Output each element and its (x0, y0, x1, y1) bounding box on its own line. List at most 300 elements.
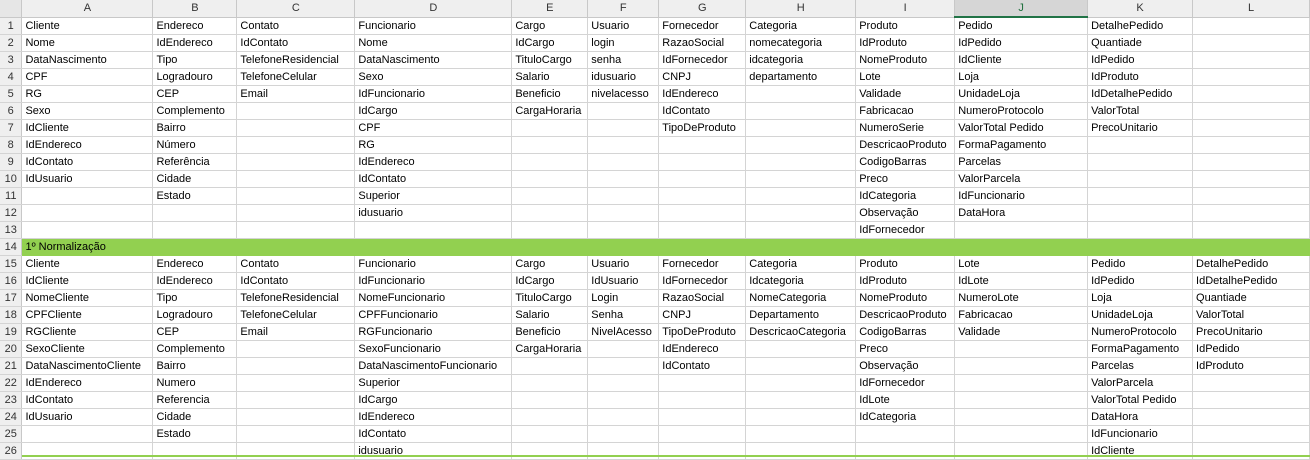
cell-e11[interactable] (512, 188, 588, 205)
cell-d5[interactable] (355, 86, 512, 103)
row-header[interactable]: 19 (0, 324, 22, 341)
cell-c4[interactable] (237, 69, 355, 86)
row-header[interactable]: 1 (0, 17, 22, 35)
cell-i9[interactable] (856, 154, 955, 171)
cell-c16[interactable] (237, 273, 355, 290)
cell-e9[interactable] (512, 154, 588, 171)
cell-b13[interactable] (153, 222, 237, 239)
cell-i5[interactable] (856, 86, 955, 103)
cell-f3[interactable] (588, 52, 659, 69)
cell-g6[interactable] (659, 103, 746, 120)
cell-l14[interactable] (1193, 239, 1310, 256)
cell-l3[interactable] (1193, 52, 1310, 69)
cell-i19[interactable] (856, 324, 955, 341)
cell-k24[interactable] (1088, 409, 1193, 426)
column-header-l[interactable]: L (1193, 0, 1310, 17)
cell-f25[interactable] (588, 426, 659, 443)
cell-d19[interactable] (355, 324, 512, 341)
cell-g15[interactable] (659, 256, 746, 273)
column-header-c[interactable]: C (237, 0, 355, 17)
cell-e1[interactable] (512, 17, 588, 35)
cell-j13[interactable] (955, 222, 1088, 239)
cell-c21[interactable] (237, 358, 355, 375)
row-header[interactable]: 6 (0, 103, 22, 120)
cell-i12[interactable] (856, 205, 955, 222)
cell-l15[interactable] (1193, 256, 1310, 273)
cell-a18[interactable] (22, 307, 153, 324)
cell-f2[interactable] (588, 35, 659, 52)
cell-h11[interactable] (746, 188, 856, 205)
cell-h8[interactable] (746, 137, 856, 154)
cell-j25[interactable] (955, 426, 1088, 443)
row-header[interactable]: 7 (0, 120, 22, 137)
cell-j5[interactable] (955, 86, 1088, 103)
cell-c8[interactable] (237, 137, 355, 154)
cell-j11[interactable] (955, 188, 1088, 205)
cell-b20[interactable] (153, 341, 237, 358)
cell-c11[interactable] (237, 188, 355, 205)
cell-c9[interactable] (237, 154, 355, 171)
cell-g23[interactable] (659, 392, 746, 409)
cell-c1[interactable] (237, 17, 355, 35)
cell-d20[interactable] (355, 341, 512, 358)
cell-l2[interactable] (1193, 35, 1310, 52)
cell-j23[interactable] (955, 392, 1088, 409)
cell-f9[interactable] (588, 154, 659, 171)
cell-c24[interactable] (237, 409, 355, 426)
cell-c13[interactable] (237, 222, 355, 239)
column-header-g[interactable]: G (659, 0, 746, 17)
cell-d18[interactable] (355, 307, 512, 324)
cell-b2[interactable] (153, 35, 237, 52)
row-header[interactable]: 25 (0, 426, 22, 443)
cell-e16[interactable] (512, 273, 588, 290)
row-header[interactable]: 20 (0, 341, 22, 358)
cell-a13[interactable] (22, 222, 153, 239)
cell-j17[interactable] (955, 290, 1088, 307)
cell-e13[interactable] (512, 222, 588, 239)
cell-i2[interactable] (856, 35, 955, 52)
cell-g24[interactable] (659, 409, 746, 426)
cell-h16[interactable] (746, 273, 856, 290)
cell-g25[interactable] (659, 426, 746, 443)
cell-g7[interactable] (659, 120, 746, 137)
column-header-h[interactable]: H (746, 0, 856, 17)
column-header-i[interactable]: I (856, 0, 955, 17)
cell-k5[interactable] (1088, 86, 1193, 103)
cell-h25[interactable] (746, 426, 856, 443)
cell-k17[interactable] (1088, 290, 1193, 307)
cell-f12[interactable] (588, 205, 659, 222)
cell-l6[interactable] (1193, 103, 1310, 120)
row-header[interactable]: 16 (0, 273, 22, 290)
cell-j19[interactable] (955, 324, 1088, 341)
cell-g5[interactable] (659, 86, 746, 103)
cell-k18[interactable] (1088, 307, 1193, 324)
cell-e25[interactable] (512, 426, 588, 443)
cell-a4[interactable] (22, 69, 153, 86)
cell-l8[interactable] (1193, 137, 1310, 154)
cell-a12[interactable] (22, 205, 153, 222)
cell-l24[interactable] (1193, 409, 1310, 426)
cell-b9[interactable] (153, 154, 237, 171)
cell-e19[interactable] (512, 324, 588, 341)
cell-j1[interactable] (955, 17, 1088, 35)
cell-c6[interactable] (237, 103, 355, 120)
cell-i16[interactable] (856, 273, 955, 290)
cell-b21[interactable] (153, 358, 237, 375)
cell-j7[interactable] (955, 120, 1088, 137)
cell-g4[interactable] (659, 69, 746, 86)
cell-a22[interactable] (22, 375, 153, 392)
cell-f10[interactable] (588, 171, 659, 188)
cell-g22[interactable] (659, 375, 746, 392)
cell-d9[interactable] (355, 154, 512, 171)
cell-a6[interactable] (22, 103, 153, 120)
cell-c20[interactable] (237, 341, 355, 358)
cell-l13[interactable] (1193, 222, 1310, 239)
cell-d16[interactable] (355, 273, 512, 290)
cell-k15[interactable] (1088, 256, 1193, 273)
cell-c7[interactable] (237, 120, 355, 137)
cell-i23[interactable] (856, 392, 955, 409)
cell-h13[interactable] (746, 222, 856, 239)
cell-b7[interactable] (153, 120, 237, 137)
cell-d25[interactable] (355, 426, 512, 443)
cell-h15[interactable] (746, 256, 856, 273)
column-header-e[interactable]: E (512, 0, 588, 17)
cell-h4[interactable] (746, 69, 856, 86)
cell-c18[interactable] (237, 307, 355, 324)
cell-g13[interactable] (659, 222, 746, 239)
cell-f5[interactable] (588, 86, 659, 103)
cell-i7[interactable] (856, 120, 955, 137)
cell-j22[interactable] (955, 375, 1088, 392)
cell-c3[interactable] (237, 52, 355, 69)
cell-l7[interactable] (1193, 120, 1310, 137)
cell-b25[interactable] (153, 426, 237, 443)
cell-e18[interactable] (512, 307, 588, 324)
cell-b14[interactable] (153, 239, 237, 256)
cell-l1[interactable] (1193, 17, 1310, 35)
cell-a20[interactable] (22, 341, 153, 358)
row-header[interactable]: 8 (0, 137, 22, 154)
cell-h14[interactable] (746, 239, 856, 256)
cell-b6[interactable] (153, 103, 237, 120)
cell-i20[interactable] (856, 341, 955, 358)
cell-l18[interactable] (1193, 307, 1310, 324)
cell-h9[interactable] (746, 154, 856, 171)
cell-k20[interactable] (1088, 341, 1193, 358)
cell-d17[interactable] (355, 290, 512, 307)
cell-b3[interactable] (153, 52, 237, 69)
cell-i21[interactable] (856, 358, 955, 375)
cell-a3[interactable] (22, 52, 153, 69)
cell-c22[interactable] (237, 375, 355, 392)
cell-b11[interactable] (153, 188, 237, 205)
cell-b15[interactable] (153, 256, 237, 273)
cell-k7[interactable] (1088, 120, 1193, 137)
row-header[interactable]: 4 (0, 69, 22, 86)
cell-k23[interactable] (1088, 392, 1193, 409)
cell-c17[interactable] (237, 290, 355, 307)
cell-f23[interactable] (588, 392, 659, 409)
cell-b24[interactable] (153, 409, 237, 426)
cell-j15[interactable] (955, 256, 1088, 273)
cell-h10[interactable] (746, 171, 856, 188)
cell-g2[interactable] (659, 35, 746, 52)
cell-k16[interactable] (1088, 273, 1193, 290)
cell-i22[interactable] (856, 375, 955, 392)
cell-j16[interactable] (955, 273, 1088, 290)
row-header[interactable]: 12 (0, 205, 22, 222)
cell-h21[interactable] (746, 358, 856, 375)
cell-e4[interactable] (512, 69, 588, 86)
cell-h12[interactable] (746, 205, 856, 222)
cell-h5[interactable] (746, 86, 856, 103)
cell-i4[interactable] (856, 69, 955, 86)
row-header[interactable]: 23 (0, 392, 22, 409)
cell-c15[interactable] (237, 256, 355, 273)
column-header-f[interactable]: F (588, 0, 659, 17)
cell-k4[interactable] (1088, 69, 1193, 86)
cell-j24[interactable] (955, 409, 1088, 426)
cell-g16[interactable] (659, 273, 746, 290)
cell-l5[interactable] (1193, 86, 1310, 103)
cell-k12[interactable] (1088, 205, 1193, 222)
column-header-j[interactable]: J (955, 0, 1088, 17)
cell-g11[interactable] (659, 188, 746, 205)
cell-l17[interactable] (1193, 290, 1310, 307)
cell-f20[interactable] (588, 341, 659, 358)
cell-l11[interactable] (1193, 188, 1310, 205)
cell-d15[interactable] (355, 256, 512, 273)
cell-l25[interactable] (1193, 426, 1310, 443)
cell-k3[interactable] (1088, 52, 1193, 69)
cell-j9[interactable] (955, 154, 1088, 171)
cell-h2[interactable] (746, 35, 856, 52)
cell-e12[interactable] (512, 205, 588, 222)
cell-e3[interactable] (512, 52, 588, 69)
cell-k8[interactable] (1088, 137, 1193, 154)
cell-f24[interactable] (588, 409, 659, 426)
row-header[interactable]: 21 (0, 358, 22, 375)
cell-f11[interactable] (588, 188, 659, 205)
cell-h6[interactable] (746, 103, 856, 120)
cell-a16[interactable] (22, 273, 153, 290)
cell-d3[interactable] (355, 52, 512, 69)
cell-c2[interactable] (237, 35, 355, 52)
cell-a15[interactable] (22, 256, 153, 273)
cell-e24[interactable] (512, 409, 588, 426)
cell-e15[interactable] (512, 256, 588, 273)
cell-a21[interactable] (22, 358, 153, 375)
cell-f22[interactable] (588, 375, 659, 392)
cell-l19[interactable] (1193, 324, 1310, 341)
cell-g9[interactable] (659, 154, 746, 171)
cell-c23[interactable] (237, 392, 355, 409)
cell-i24[interactable] (856, 409, 955, 426)
cell-d14[interactable] (355, 239, 512, 256)
cell-k9[interactable] (1088, 154, 1193, 171)
cell-b19[interactable] (153, 324, 237, 341)
cell-e2[interactable] (512, 35, 588, 52)
cell-h20[interactable] (746, 341, 856, 358)
cell-i6[interactable] (856, 103, 955, 120)
cell-f8[interactable] (588, 137, 659, 154)
cell-k22[interactable] (1088, 375, 1193, 392)
cell-g19[interactable] (659, 324, 746, 341)
cell-e5[interactable] (512, 86, 588, 103)
cell-g8[interactable] (659, 137, 746, 154)
cell-j6[interactable] (955, 103, 1088, 120)
cell-l12[interactable] (1193, 205, 1310, 222)
row-header[interactable]: 5 (0, 86, 22, 103)
row-header[interactable]: 13 (0, 222, 22, 239)
cell-e6[interactable] (512, 103, 588, 120)
cell-c25[interactable] (237, 426, 355, 443)
cell-d12[interactable] (355, 205, 512, 222)
cell-a7[interactable] (22, 120, 153, 137)
row-header[interactable]: 26 (0, 443, 22, 460)
cell-e22[interactable] (512, 375, 588, 392)
cell-j8[interactable] (955, 137, 1088, 154)
cell-e23[interactable] (512, 392, 588, 409)
cell-a14[interactable] (22, 239, 153, 256)
cell-j12[interactable] (955, 205, 1088, 222)
cell-j10[interactable] (955, 171, 1088, 188)
cell-f1[interactable] (588, 17, 659, 35)
cell-a24[interactable] (22, 409, 153, 426)
row-header[interactable]: 11 (0, 188, 22, 205)
cell-c12[interactable] (237, 205, 355, 222)
row-header[interactable]: 17 (0, 290, 22, 307)
cell-d7[interactable] (355, 120, 512, 137)
cell-d10[interactable] (355, 171, 512, 188)
cell-a9[interactable] (22, 154, 153, 171)
row-header[interactable]: 3 (0, 52, 22, 69)
cell-e14[interactable] (512, 239, 588, 256)
column-header-a[interactable]: A (22, 0, 153, 17)
cell-j21[interactable] (955, 358, 1088, 375)
cell-a17[interactable] (22, 290, 153, 307)
cell-i10[interactable] (856, 171, 955, 188)
cell-b18[interactable] (153, 307, 237, 324)
cell-d2[interactable] (355, 35, 512, 52)
cell-e7[interactable] (512, 120, 588, 137)
cell-e20[interactable] (512, 341, 588, 358)
cell-g1[interactable] (659, 17, 746, 35)
cell-k25[interactable] (1088, 426, 1193, 443)
cell-b17[interactable] (153, 290, 237, 307)
cell-l10[interactable] (1193, 171, 1310, 188)
cell-e8[interactable] (512, 137, 588, 154)
cell-k19[interactable] (1088, 324, 1193, 341)
cell-i15[interactable] (856, 256, 955, 273)
cell-h7[interactable] (746, 120, 856, 137)
cell-a10[interactable] (22, 171, 153, 188)
cell-j3[interactable] (955, 52, 1088, 69)
cell-l9[interactable] (1193, 154, 1310, 171)
cell-h18[interactable] (746, 307, 856, 324)
cell-i11[interactable] (856, 188, 955, 205)
cell-b5[interactable] (153, 86, 237, 103)
cell-d1[interactable] (355, 17, 512, 35)
cell-c5[interactable] (237, 86, 355, 103)
cell-l4[interactable] (1193, 69, 1310, 86)
cell-k11[interactable] (1088, 188, 1193, 205)
cell-b12[interactable] (153, 205, 237, 222)
cell-d6[interactable] (355, 103, 512, 120)
cell-k2[interactable] (1088, 35, 1193, 52)
cell-l20[interactable] (1193, 341, 1310, 358)
cell-g20[interactable] (659, 341, 746, 358)
row-header[interactable]: 15 (0, 256, 22, 273)
cell-b4[interactable] (153, 69, 237, 86)
cell-j4[interactable] (955, 69, 1088, 86)
cell-j14[interactable] (955, 239, 1088, 256)
cell-g17[interactable] (659, 290, 746, 307)
cell-b1[interactable] (153, 17, 237, 35)
cell-f4[interactable] (588, 69, 659, 86)
cell-i17[interactable] (856, 290, 955, 307)
cell-k10[interactable] (1088, 171, 1193, 188)
cell-g18[interactable] (659, 307, 746, 324)
cell-d4[interactable] (355, 69, 512, 86)
cell-a19[interactable] (22, 324, 153, 341)
cell-j18[interactable] (955, 307, 1088, 324)
row-header[interactable]: 9 (0, 154, 22, 171)
cell-g3[interactable] (659, 52, 746, 69)
cell-d22[interactable] (355, 375, 512, 392)
cell-i25[interactable] (856, 426, 955, 443)
cell-h22[interactable] (746, 375, 856, 392)
cell-g21[interactable] (659, 358, 746, 375)
column-header-d[interactable]: D (355, 0, 512, 17)
cell-g14[interactable] (659, 239, 746, 256)
cell-h24[interactable] (746, 409, 856, 426)
cell-a11[interactable] (22, 188, 153, 205)
cell-f14[interactable] (588, 239, 659, 256)
column-header-k[interactable]: K (1088, 0, 1193, 17)
cell-k13[interactable] (1088, 222, 1193, 239)
cell-h23[interactable] (746, 392, 856, 409)
cell-f13[interactable] (588, 222, 659, 239)
cell-i14[interactable] (856, 239, 955, 256)
cell-b23[interactable] (153, 392, 237, 409)
cell-j20[interactable] (955, 341, 1088, 358)
cell-g12[interactable] (659, 205, 746, 222)
cell-d8[interactable] (355, 137, 512, 154)
cell-d13[interactable] (355, 222, 512, 239)
cell-l21[interactable] (1193, 358, 1310, 375)
cell-d11[interactable] (355, 188, 512, 205)
cell-i3[interactable] (856, 52, 955, 69)
cell-h3[interactable] (746, 52, 856, 69)
cell-b16[interactable] (153, 273, 237, 290)
row-header[interactable]: 14 (0, 239, 22, 256)
cell-e10[interactable] (512, 171, 588, 188)
cell-f21[interactable] (588, 358, 659, 375)
cell-d21[interactable] (355, 358, 512, 375)
cell-b8[interactable] (153, 137, 237, 154)
cell-g10[interactable] (659, 171, 746, 188)
cell-b22[interactable] (153, 375, 237, 392)
cell-e17[interactable] (512, 290, 588, 307)
cell-f7[interactable] (588, 120, 659, 137)
cell-h19[interactable] (746, 324, 856, 341)
cell-e21[interactable] (512, 358, 588, 375)
